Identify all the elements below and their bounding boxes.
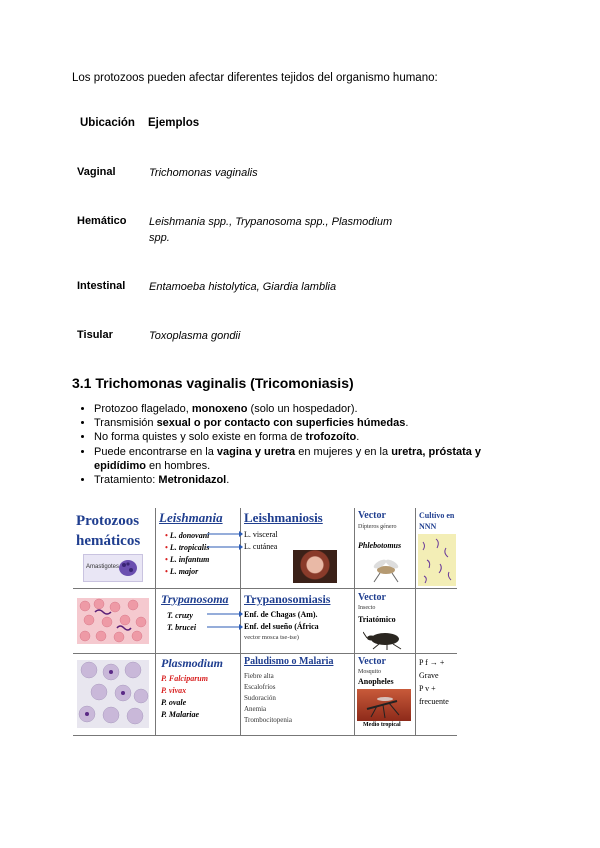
row-examples: Trichomonas vaginalis [149,167,258,179]
mosquito-photo [357,689,411,721]
plasmodium-blood-smear [77,660,149,728]
sandfly-icon [368,554,404,584]
disease-malaria: Paludismo o Malaria [244,656,334,667]
header-location: Ubicación [80,117,135,129]
leishmaniosis-forms: L. visceral L. cutánea [244,530,278,551]
list-item: • Transmisión sexual o por contacto con superficies húmedas. [94,416,534,430]
trypanosomiasis-forms: Enf. de Chagas (Am). Enf. del sueño (África [244,610,319,631]
list-item: • Puede encontrarse en la vagina y uretra en mujeres y en la uretra, próstata y epidídimo en hombres. [94,445,534,473]
trypanosoma-vector-name: Triatómico [358,615,396,624]
bullet-list [72,402,534,487]
row-location: Intestinal [77,280,126,292]
list-item: • Protozoo flagelado, monoxeno (solo un hospedador). [94,402,534,416]
row-location: Hemático [77,215,127,227]
leishmania-vector-title: Vector [358,510,386,521]
row-examples: Toxoplasma gondii [149,330,241,342]
genus-trypanosoma: Trypanosoma [161,592,229,606]
row-examples: Entamoeba histolytica, Giardia lamblia [149,281,337,293]
blood-cell-icon [77,598,149,644]
malaria-symptoms: Fiebre alta Escalofríos Sudoración Anemia Trombocitopenia [244,672,292,724]
plasmodium-species: P. Falciparum P. vivax P. ovale P. Malariae [161,674,208,719]
plasmodium-vector-caption: Medio tropical [363,722,401,728]
trypanosoma-vector-title: Vector [358,592,386,603]
section-title: 3.1 Trichomonas vaginalis (Tricomoniasis) [72,375,354,391]
plasmodium-vector-name: Anopheles [358,677,394,686]
header-examples: Ejemplos [148,117,200,129]
disease-leishmaniosis: Leishmaniosis [244,510,323,525]
arrow-icon [207,528,243,552]
skin-lesion-photo [293,550,337,583]
list-item: • Tratamiento: Metronidazol. [94,473,534,487]
trypanosomiasis-vector-note: vector mosca tse-tse) [244,634,299,641]
plasmodium-vector-title: Vector [358,656,386,667]
amastigotes-micrograph: Amastigotes [83,554,143,582]
figure-title: Protozoos hemáticos [76,513,141,549]
leishmania-vector-name: Phlebotomus [358,541,402,550]
plasmodium-vector-note: Mosquito [358,669,382,675]
kissing-bug-icon [363,626,409,650]
row-location: Vaginal [77,166,116,178]
trypanosoma-blood-smear [77,598,149,644]
genus-leishmania: Leishmania [159,510,223,525]
trypanosoma-vector-note: Insecto [358,605,376,611]
trypanosoma-species: T. cruzy T. brucei [167,611,197,632]
genus-plasmodium: Plasmodium [161,656,224,670]
hematic-protozoa-figure [73,508,457,736]
disease-trypanosomiasis: Trypanosomiasis [244,592,331,606]
leishmania-species: • L. donovani • L. tropicalis • L. infantum • L. major [165,531,210,576]
leishmania-vector-note: Dípteros género [358,524,397,530]
mosquito-icon [357,689,411,721]
promastigote-micrograph [418,534,456,586]
arrow-icon [207,608,243,632]
list-item: • No forma quistes y solo existe en forma de trofozoíto. [94,430,534,444]
row-examples: Leishmania spp., Trypanosoma spp., Plasmodium spp. [149,216,393,244]
intro-text: Los protozoos pueden afectar diferentes tejidos del organismo humano: [72,72,438,84]
plasmodium-notes: P f → + Grave P v + frecuente [419,658,449,706]
culture-title: Cultivo en NNN [419,511,455,531]
row-location: Tisular [77,329,113,341]
blood-cell-icon [77,660,149,728]
